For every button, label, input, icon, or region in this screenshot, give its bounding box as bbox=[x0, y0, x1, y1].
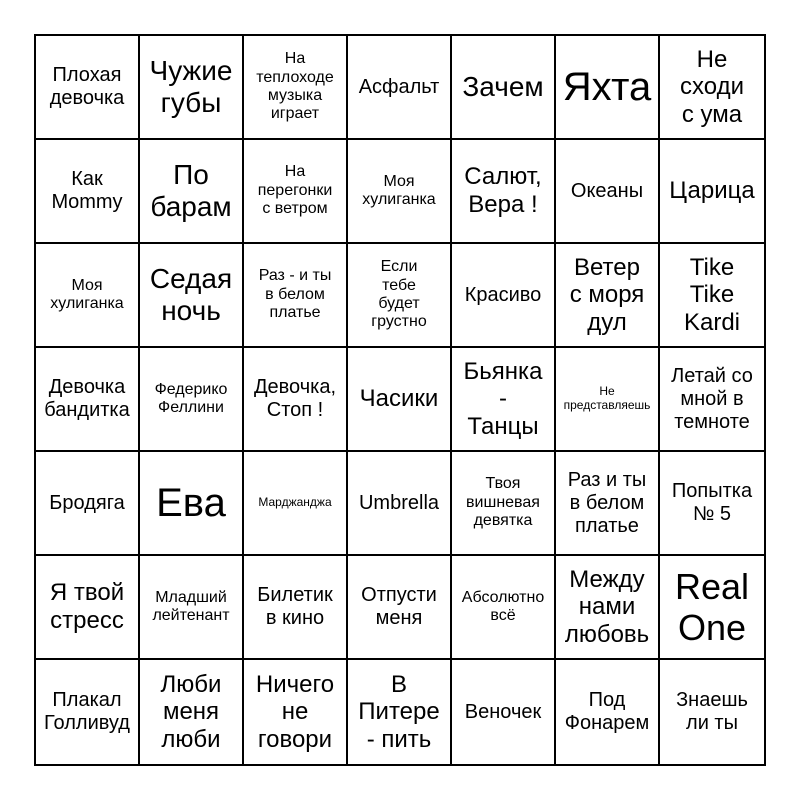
bingo-cell[interactable] bbox=[140, 452, 244, 556]
cell-label: Попытка № 5 bbox=[671, 480, 753, 525]
bingo-cell[interactable] bbox=[348, 348, 452, 452]
bingo-cell[interactable] bbox=[660, 660, 764, 764]
cell-label: Девочка, Стоп ! bbox=[253, 376, 337, 421]
cell-label: Real One bbox=[674, 565, 750, 648]
bingo-cell[interactable] bbox=[556, 348, 660, 452]
cell-label: Между нами любовь bbox=[564, 565, 650, 648]
cell-label: Как Mommy bbox=[51, 168, 123, 213]
bingo-cell[interactable] bbox=[244, 452, 348, 556]
cell-label: Марджанджа bbox=[258, 495, 332, 510]
cell-label: Бьянка - Танцы bbox=[463, 357, 543, 440]
bingo-cell[interactable] bbox=[556, 556, 660, 660]
cell-label: Федерико Феллини bbox=[154, 380, 228, 416]
cell-label: Знаешь ли ты bbox=[676, 689, 748, 734]
cell-label: Моя хулиганка bbox=[362, 172, 436, 208]
cell-label: По барам bbox=[150, 158, 232, 222]
cell-label: Моя хулиганка bbox=[50, 276, 124, 312]
cell-label: Ева bbox=[156, 481, 226, 525]
bingo-cell[interactable] bbox=[244, 36, 348, 140]
cell-label: Летай со мной в темноте bbox=[671, 364, 753, 433]
bingo-cell[interactable] bbox=[244, 660, 348, 764]
cell-label: Зачем bbox=[462, 70, 544, 102]
bingo-cell[interactable] bbox=[36, 140, 140, 244]
bingo-cell[interactable] bbox=[244, 348, 348, 452]
bingo-cell[interactable] bbox=[348, 140, 452, 244]
bingo-cell[interactable] bbox=[348, 660, 452, 764]
bingo-cell[interactable] bbox=[660, 36, 764, 140]
bingo-cell[interactable] bbox=[556, 660, 660, 764]
bingo-board bbox=[34, 34, 766, 766]
cell-label: Бродяга bbox=[49, 491, 125, 514]
bingo-cell[interactable] bbox=[36, 244, 140, 348]
bingo-cell[interactable] bbox=[452, 556, 556, 660]
cell-label: Ветер с моря дул bbox=[569, 253, 645, 336]
bingo-cell[interactable] bbox=[140, 140, 244, 244]
bingo-cell[interactable] bbox=[244, 556, 348, 660]
bingo-cell[interactable] bbox=[452, 660, 556, 764]
bingo-cell[interactable] bbox=[452, 36, 556, 140]
bingo-cell[interactable] bbox=[452, 244, 556, 348]
cell-label: Веночек bbox=[464, 700, 542, 723]
cell-label: Не сходи с ума bbox=[680, 45, 744, 128]
cell-label: Tike Tike Kardi bbox=[683, 253, 741, 336]
cell-label: Абсолютно всё bbox=[461, 588, 545, 624]
bingo-cell[interactable] bbox=[660, 244, 764, 348]
bingo-cell[interactable] bbox=[556, 452, 660, 556]
cell-label: Чужие губы bbox=[149, 54, 233, 118]
cell-label: Билетик в кино bbox=[257, 584, 333, 629]
cell-label: Девочка бандитка bbox=[44, 376, 130, 421]
bingo-cell[interactable] bbox=[452, 140, 556, 244]
bingo-cell[interactable] bbox=[556, 140, 660, 244]
cell-label: Отпусти меня bbox=[361, 584, 437, 629]
cell-label: Салют, Вера ! bbox=[464, 163, 542, 218]
bingo-cell[interactable] bbox=[140, 660, 244, 764]
cell-label: В Питере - пить bbox=[358, 670, 440, 753]
cell-label: Часики bbox=[359, 385, 439, 413]
bingo-cell[interactable] bbox=[348, 244, 452, 348]
cell-label: Не представляешь bbox=[563, 384, 651, 412]
bingo-cell[interactable] bbox=[140, 348, 244, 452]
bingo-cell[interactable] bbox=[244, 244, 348, 348]
cell-label: Младший лейтенант bbox=[152, 588, 230, 624]
cell-label: Плохая девочка bbox=[49, 64, 125, 109]
cell-label: Ничего не говори bbox=[255, 670, 335, 753]
cell-label: Красиво bbox=[464, 283, 542, 306]
cell-label: Плакал Голливуд bbox=[44, 689, 130, 734]
cell-label: Царица bbox=[669, 177, 755, 205]
bingo-cell[interactable] bbox=[36, 452, 140, 556]
cell-label: Если тебе будет грустно bbox=[371, 258, 427, 331]
cell-label: Океаны bbox=[570, 179, 644, 202]
bingo-cell[interactable] bbox=[660, 348, 764, 452]
bingo-cell[interactable] bbox=[36, 660, 140, 764]
bingo-cell[interactable] bbox=[36, 36, 140, 140]
bingo-cell[interactable] bbox=[36, 556, 140, 660]
bingo-cell[interactable] bbox=[244, 140, 348, 244]
bingo-cell[interactable] bbox=[140, 36, 244, 140]
cell-label: На теплоходе музыка играет bbox=[256, 50, 334, 123]
cell-label: Асфальт bbox=[358, 75, 440, 98]
cell-label: Umbrella bbox=[358, 491, 440, 514]
bingo-cell[interactable] bbox=[660, 452, 764, 556]
cell-label: На перегонки с ветром bbox=[257, 163, 333, 218]
bingo-cell[interactable] bbox=[660, 140, 764, 244]
cell-label: Раз и ты в белом платье bbox=[567, 468, 647, 537]
cell-label: Яхта bbox=[562, 65, 652, 109]
bingo-cell[interactable] bbox=[348, 36, 452, 140]
bingo-cell[interactable] bbox=[556, 244, 660, 348]
cell-label: Раз - и ты в белом платье bbox=[258, 267, 332, 322]
bingo-cell[interactable] bbox=[348, 452, 452, 556]
bingo-cell[interactable] bbox=[140, 244, 244, 348]
cell-label: Я твой стресс bbox=[49, 579, 125, 634]
cell-label: Твоя вишневая девятка bbox=[466, 475, 540, 530]
bingo-cell[interactable] bbox=[348, 556, 452, 660]
bingo-cell[interactable] bbox=[36, 348, 140, 452]
bingo-cell[interactable] bbox=[452, 348, 556, 452]
cell-label: Седая ночь bbox=[149, 262, 233, 326]
bingo-cell[interactable] bbox=[556, 36, 660, 140]
bingo-cell[interactable] bbox=[140, 556, 244, 660]
cell-label: Под Фонарем bbox=[564, 689, 650, 734]
bingo-cell[interactable] bbox=[452, 452, 556, 556]
cell-label: Люби меня люби bbox=[160, 670, 222, 753]
bingo-cell[interactable] bbox=[660, 556, 764, 660]
